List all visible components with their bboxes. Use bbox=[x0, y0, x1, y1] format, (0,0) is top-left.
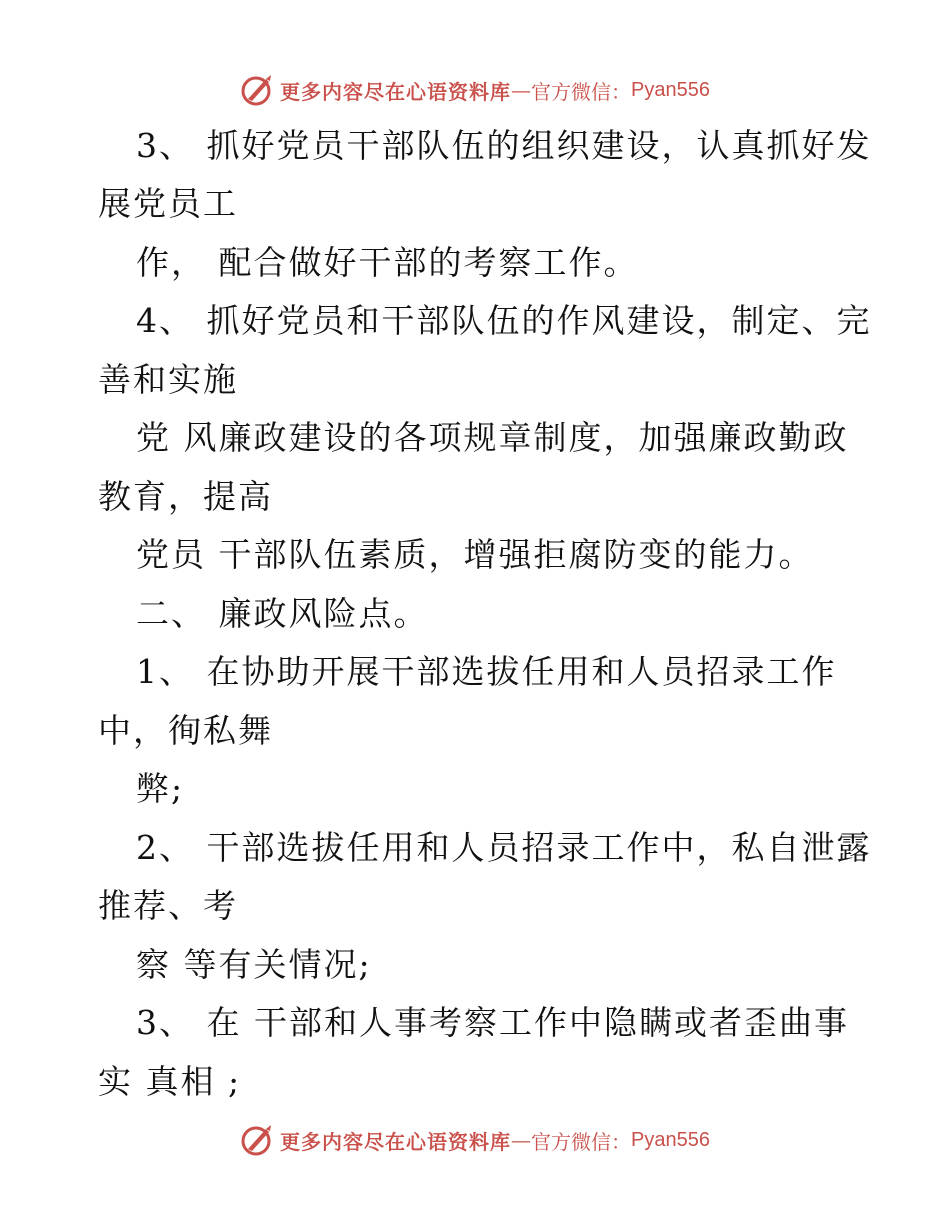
banner-dash: — bbox=[511, 1128, 532, 1152]
text-line: 弊; bbox=[136, 769, 185, 808]
header-banner bbox=[0, 70, 950, 110]
quill-pen-logo-icon bbox=[240, 1123, 274, 1157]
text-line: 1、 在协助开展干部选拔任用和人员招录工作 bbox=[136, 652, 837, 691]
text-line: 党员 干部队伍素质，增强拒腐防变的能力。 bbox=[136, 535, 814, 574]
text-line: 教育，提高 bbox=[98, 477, 273, 516]
text-line: 中，徇私舞 bbox=[98, 711, 273, 750]
text-line: 3、 在 干部和人事考察工作中隐瞒或者歪曲事 bbox=[136, 1003, 849, 1042]
text-line: 二、 廉政风险点。 bbox=[136, 594, 429, 633]
banner-text: 更多内容尽在心语资料库 bbox=[280, 1129, 512, 1154]
text-line: 善和实施 bbox=[98, 360, 238, 399]
text-line: 推荐、考 bbox=[98, 886, 238, 925]
text-line: 察 等有关情况; bbox=[136, 945, 372, 984]
text-line: 党 风廉政建设的各项规章制度，加强廉政勤政 bbox=[136, 418, 849, 457]
banner-wechat-label: 官方微信： bbox=[531, 79, 632, 104]
banner-text: 更多内容尽在心语资料库 bbox=[280, 79, 512, 104]
text-line: 实 真相 ; bbox=[98, 1062, 242, 1101]
footer-banner bbox=[0, 1120, 950, 1160]
text-line: 3、 抓好党员干部队伍的组织建设，认真抓好发 bbox=[136, 126, 872, 165]
banner-wechat-label: 官方微信： bbox=[531, 1129, 632, 1154]
text-line: 作， 配合做好干部的考察工作。 bbox=[136, 243, 639, 282]
banner-wechat-id: Pyan556 bbox=[631, 78, 710, 101]
banner-wechat-id: Pyan556 bbox=[631, 1128, 710, 1151]
text-line: 4、 抓好党员和干部队伍的作风建设，制定、完 bbox=[136, 301, 872, 340]
text-line: 2、 干部选拔任用和人员招录工作中，私自泄露 bbox=[136, 828, 872, 867]
text-line: 展党员工 bbox=[98, 184, 238, 223]
banner-dash: — bbox=[511, 78, 532, 102]
quill-pen-logo-icon bbox=[240, 73, 274, 107]
